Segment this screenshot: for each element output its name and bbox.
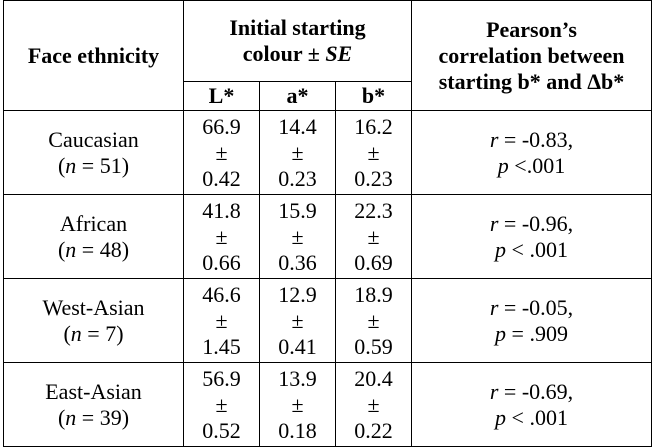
header-a: a* [260,82,336,111]
header-initial-line2-prefix: colour ± [242,41,326,66]
b-cell: 22.3 ± 0.69 [336,195,412,279]
table-row [4,279,652,363]
header-face-ethnicity: Face ethnicity [4,1,184,111]
sample-size: (n = 7) [63,320,124,346]
ethnicity-label: African [59,210,128,236]
ethnicity-cell [4,111,184,195]
a-cell: 13.9 ± 0.18 [260,363,336,447]
sample-size: (n = 48) [57,236,130,262]
correlation-cell [412,195,652,279]
header-row-primary [4,1,652,82]
header-pearson-line1: Pearson’s [486,16,577,42]
a-cell: 12.9 ± 0.41 [260,279,336,363]
correlation-r: r = -0.05, [489,294,574,320]
correlation-p: p = .909 [495,320,568,346]
header-pearson [412,1,652,111]
header-pearson-line2: correlation between [438,42,625,68]
b-cell: 16.2 ± 0.23 [336,111,412,195]
correlation-cell [412,279,652,363]
correlation-p: p < .001 [495,236,568,262]
header-b: b* [336,82,412,111]
L-cell: 46.6 ± 1.45 [184,279,260,363]
L-cell: 56.9 ± 0.52 [184,363,260,447]
b-cell: 18.9 ± 0.59 [336,279,412,363]
ethnicity-label: Caucasian [48,126,139,152]
correlation-cell [412,363,652,447]
header-pearson-line3: starting b* and Δb* [438,68,625,94]
header-initial-line1: Initial starting [229,15,366,40]
b-cell: 20.4 ± 0.22 [336,363,412,447]
a-cell: 15.9 ± 0.36 [260,195,336,279]
table-row [4,111,652,195]
ethnicity-cell [4,363,184,447]
table-row [4,363,652,447]
ethnicity-label: West-Asian [42,294,145,320]
a-cell: 14.4 ± 0.23 [260,111,336,195]
correlation-r: r = -0.96, [489,210,574,236]
correlation-r: r = -0.69, [489,378,574,404]
sample-size: (n = 39) [57,404,130,430]
L-cell: 41.8 ± 0.66 [184,195,260,279]
sample-size: (n = 51) [57,152,130,178]
ethnicity-label: East-Asian [45,378,142,404]
header-L: L* [184,82,260,111]
ethnicity-cell [4,279,184,363]
correlation-p: p <.001 [497,152,566,178]
ethnicity-cell [4,195,184,279]
header-initial-colour [184,1,412,82]
correlation-cell [412,111,652,195]
table-row [4,195,652,279]
L-cell: 66.9 ± 0.42 [184,111,260,195]
header-initial-line2 [184,41,411,67]
correlation-r: r = -0.83, [489,126,574,152]
results-table [3,0,652,447]
correlation-p: p < .001 [495,404,568,430]
header-initial-se: SE [325,41,353,66]
